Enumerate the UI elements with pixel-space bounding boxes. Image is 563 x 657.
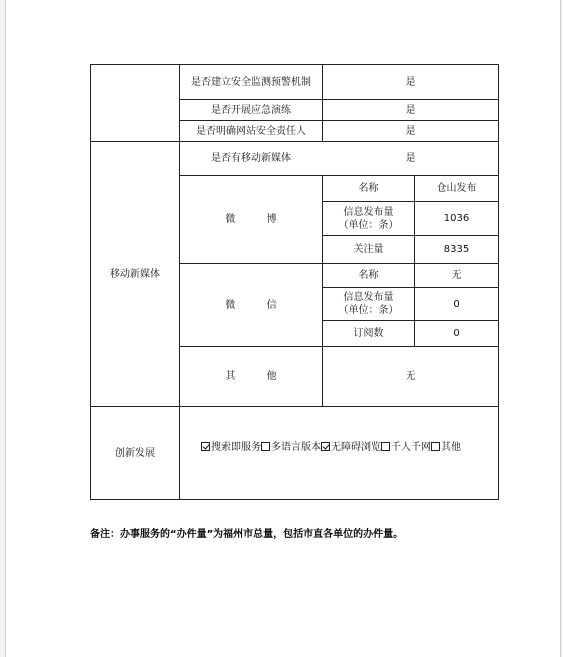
checkbox-checked-icon[interactable] xyxy=(201,442,210,451)
monitoring-value: 是 xyxy=(405,76,416,88)
new-media-section-label: 移动新媒体 xyxy=(110,268,160,280)
wechat-name-value: 无 xyxy=(451,270,462,281)
wechat-label: 微 信 xyxy=(225,299,291,311)
footnote: 备注：办事服务的“办件量”为福州市总量，包括市直各单位的办件量。 xyxy=(90,529,404,540)
checkbox-checked-icon[interactable] xyxy=(321,442,330,451)
wechat-posts-value: 0 xyxy=(453,298,460,310)
checkbox-icon[interactable] xyxy=(261,442,270,451)
drill-value: 是 xyxy=(405,104,416,116)
responsible-label: 是否明确网站安全责任人 xyxy=(196,125,306,137)
wechat-subs-label: 订阅数 xyxy=(353,328,384,339)
other-label: 其 他 xyxy=(225,371,291,382)
other-value: 无 xyxy=(405,371,416,382)
option-search-as-service[interactable]: 搜索即服务 xyxy=(201,441,261,454)
wechat-subs-value: 0 xyxy=(453,328,460,339)
document-page xyxy=(5,0,561,657)
weibo-name-value: 仓山发布 xyxy=(436,183,477,194)
wechat-name-label: 名称 xyxy=(358,270,379,281)
responsible-value: 是 xyxy=(405,125,416,137)
option-personalized[interactable]: 千人千网 xyxy=(381,441,431,454)
monitoring-label: 是否建立安全监测预警机制 xyxy=(191,76,311,88)
has-media-label: 是否有移动新媒体 xyxy=(211,153,291,164)
option-other[interactable]: 其他 xyxy=(431,441,461,454)
weibo-posts-label: 信息发布量（单位：条） xyxy=(338,206,399,231)
weibo-followers-value: 8335 xyxy=(443,244,470,255)
weibo-followers-label: 关注量 xyxy=(353,244,384,255)
innovation-options xyxy=(180,407,498,487)
weibo-label: 微 博 xyxy=(225,214,291,225)
drill-label: 是否开展应急演练 xyxy=(211,104,291,116)
weibo-posts-value: 1036 xyxy=(443,213,470,224)
report-table xyxy=(90,64,499,500)
checkbox-icon[interactable] xyxy=(431,442,440,451)
checkbox-icon[interactable] xyxy=(381,442,390,451)
option-multilingual[interactable]: 多语言版本 xyxy=(261,441,321,454)
has-media-value: 是 xyxy=(405,153,416,164)
option-accessibility[interactable]: 无障碍浏览 xyxy=(321,441,381,454)
wechat-posts-label: 信息发布量（单位：条） xyxy=(338,292,399,316)
innovation-label: 创新发展 xyxy=(115,447,155,459)
weibo-name-label: 名称 xyxy=(358,183,379,194)
